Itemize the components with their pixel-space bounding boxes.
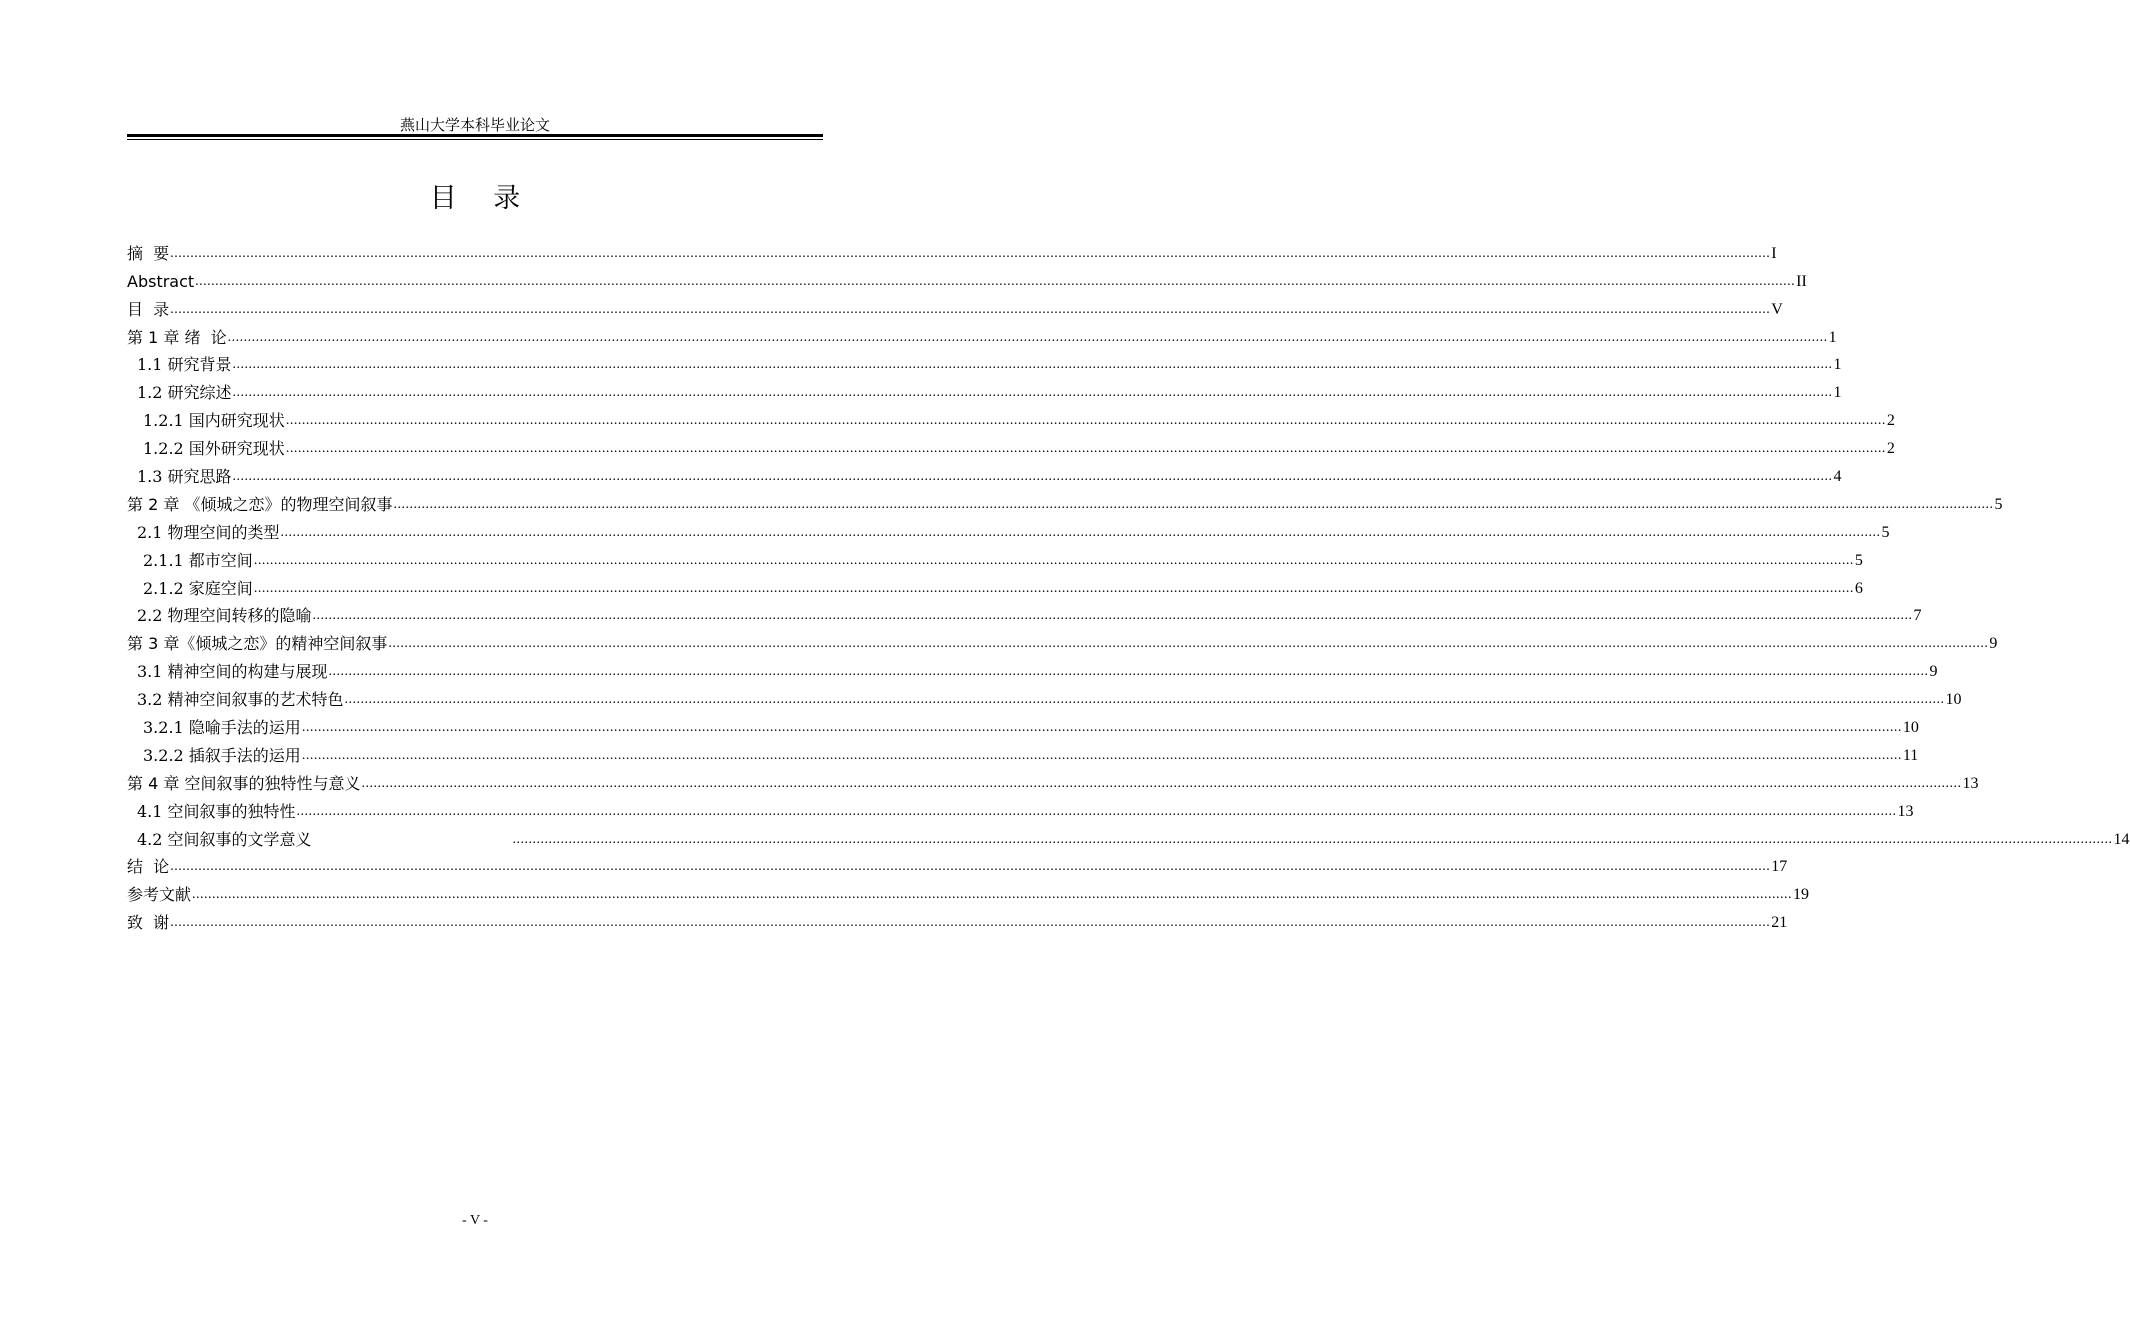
toc-entry[interactable] — [127, 320, 1837, 348]
toc-entry-page: 1 — [1833, 384, 1842, 402]
toc-entry-page: 2 — [1886, 440, 1895, 458]
toc-entry-page: 14 — [2113, 830, 2130, 848]
toc-entry[interactable] — [127, 431, 1895, 459]
toc-entry-label: 3.2 精神空间叙事的艺术特色 — [137, 690, 344, 710]
toc-dot-leader: ................................................................................................................................................................................................................................................................................................................................................................................................................ — [232, 469, 1833, 485]
toc-entry[interactable] — [127, 794, 1914, 822]
toc-entry-page: 2 — [1886, 412, 1895, 430]
toc-dot-leader: ................................................................................................................................................................................................................................................................................................................................................................................................................ — [328, 664, 1929, 680]
toc-entry[interactable] — [127, 626, 1998, 654]
toc-entry[interactable] — [127, 905, 1788, 933]
toc-entry[interactable] — [127, 682, 1962, 710]
toc-dot-leader: ................................................................................................................................................................................................................................................................................................................................................................................................................ — [393, 496, 1994, 512]
toc-entry-label: 参考文献 — [127, 885, 192, 905]
toc-entry-page: I — [1771, 244, 1777, 262]
toc-entry-page: 4 — [1833, 468, 1842, 486]
toc-entry-page: 1 — [1828, 328, 1837, 346]
toc-entry-page: V — [1771, 300, 1783, 318]
toc-entry-label: 3.1 精神空间的构建与展现 — [137, 662, 328, 682]
toc-entry[interactable] — [127, 403, 1895, 431]
toc-entry-label: 第 1 章 绪 论 — [127, 327, 227, 347]
toc-entry-page: 7 — [1913, 607, 1922, 625]
toc-entry-label: 第 4 章 空间叙事的独特性与意义 — [127, 773, 361, 793]
toc-entry-label: 目 录 — [127, 299, 170, 319]
toc-entry[interactable] — [127, 599, 1922, 627]
toc-dot-leader: ................................................................................................................................................................................................................................................................................................................................................................................................................ — [388, 636, 1989, 652]
toc-entry[interactable] — [127, 348, 1842, 376]
toc-entry-label: 2.1 物理空间的类型 — [137, 522, 280, 542]
toc-entry-label: 致 谢 — [127, 913, 170, 933]
toc-dot-leader: ................................................................................................................................................................................................................................................................................................................................................................................................................ — [170, 915, 1771, 931]
toc-entry[interactable] — [127, 236, 1777, 264]
toc-entry[interactable] — [127, 515, 1890, 543]
toc-entry[interactable] — [127, 543, 1863, 571]
toc-entry-label: 1.2.2 国外研究现状 — [143, 439, 285, 459]
toc-dot-leader: ................................................................................................................................................................................................................................................................................................................................................................................................................ — [170, 859, 1771, 875]
toc-dot-leader: ................................................................................................................................................................................................................................................................................................................................................................................................................ — [301, 720, 1902, 736]
toc-entry[interactable] — [127, 292, 1783, 320]
toc-entry-label: 第 3 章《倾城之恋》的精神空间叙事 — [127, 634, 388, 654]
toc-entry-label: 2.1.2 家庭空间 — [143, 578, 253, 598]
toc-dot-leader: ................................................................................................................................................................................................................................................................................................................................................................................................................ — [512, 831, 2113, 847]
toc-entry[interactable] — [127, 766, 1979, 794]
toc-entry[interactable] — [127, 738, 1919, 766]
toc-entry[interactable] — [127, 571, 1863, 599]
toc-entry-page: 13 — [1962, 774, 1979, 792]
toc-entry[interactable] — [127, 264, 1807, 292]
toc-entry-page: 6 — [1854, 579, 1863, 597]
toc-dot-leader: ................................................................................................................................................................................................................................................................................................................................................................................................................ — [312, 608, 1913, 624]
toc-entry[interactable] — [127, 459, 1842, 487]
table-of-contents — [127, 236, 2130, 933]
toc-dot-leader: ................................................................................................................................................................................................................................................................................................................................................................................................................ — [280, 524, 1881, 540]
toc-entry-page: II — [1796, 272, 1807, 290]
toc-entry-label: 摘 要 — [127, 243, 170, 263]
toc-entry-page: 10 — [1945, 691, 1962, 709]
toc-entry-page: 11 — [1902, 746, 1919, 764]
toc-dot-leader: ................................................................................................................................................................................................................................................................................................................................................................................................................ — [285, 441, 1886, 457]
toc-entry-page: 1 — [1833, 356, 1842, 374]
toc-entry[interactable] — [127, 877, 1810, 905]
toc-title: 目 录 — [429, 183, 535, 214]
toc-entry-label: 2.2 物理空间转移的隐喻 — [137, 606, 312, 626]
toc-entry-label: 3.2.1 隐喻手法的运用 — [143, 718, 301, 738]
toc-dot-leader: ................................................................................................................................................................................................................................................................................................................................................................................................................ — [232, 357, 1833, 373]
toc-entry-label: 4.2 空间叙事的文学意义 — [137, 829, 312, 849]
toc-entry[interactable] — [127, 710, 1919, 738]
toc-dot-leader: ................................................................................................................................................................................................................................................................................................................................................................................................................ — [192, 887, 1793, 903]
toc-entry[interactable] — [127, 822, 2130, 850]
header-rule-thin — [127, 139, 823, 140]
toc-entry-page: 9 — [1929, 663, 1938, 681]
toc-entry-page: 10 — [1902, 719, 1919, 737]
toc-entry-page: 5 — [1854, 551, 1863, 569]
toc-dot-leader: ................................................................................................................................................................................................................................................................................................................................................................................................................ — [361, 775, 1962, 791]
toc-entry[interactable] — [127, 654, 1938, 682]
toc-entry-page: 5 — [1994, 495, 2003, 513]
header-rule-thick — [127, 134, 823, 137]
toc-entry-page: 9 — [1989, 635, 1998, 653]
toc-entry-label: 3.2.2 插叙手法的运用 — [143, 745, 301, 765]
toc-entry-label: Abstract — [127, 271, 195, 291]
page-number: - V - — [462, 1213, 488, 1228]
toc-entry[interactable] — [127, 850, 1788, 878]
toc-dot-leader: ................................................................................................................................................................................................................................................................................................................................................................................................................ — [344, 692, 1945, 708]
toc-entry-label: 1.2.1 国内研究现状 — [143, 411, 285, 431]
toc-dot-leader: ................................................................................................................................................................................................................................................................................................................................................................................................................ — [253, 552, 1854, 568]
toc-entry-page: 5 — [1881, 523, 1890, 541]
toc-entry-label: 4.1 空间叙事的独特性 — [137, 801, 296, 821]
toc-entry-label: 1.2 研究综述 — [137, 383, 232, 403]
toc-entry-label: 结 论 — [127, 857, 170, 877]
toc-entry-label: 1.1 研究背景 — [137, 355, 232, 375]
toc-entry-label: 第 2 章 《倾城之恋》的物理空间叙事 — [127, 494, 393, 514]
toc-entry-page: 13 — [1897, 802, 1914, 820]
toc-entry-label: 1.3 研究思路 — [137, 467, 232, 487]
toc-dot-leader: ................................................................................................................................................................................................................................................................................................................................................................................................................ — [232, 385, 1833, 401]
toc-entry[interactable] — [127, 487, 2003, 515]
toc-dot-leader: ................................................................................................................................................................................................................................................................................................................................................................................................................ — [227, 329, 1828, 345]
toc-dot-leader: ................................................................................................................................................................................................................................................................................................................................................................................................................ — [170, 301, 1771, 317]
toc-dot-leader: ................................................................................................................................................................................................................................................................................................................................................................................................................ — [301, 747, 1902, 763]
toc-dot-leader: ................................................................................................................................................................................................................................................................................................................................................................................................................ — [170, 245, 1771, 261]
toc-entry[interactable] — [127, 375, 1842, 403]
toc-entry-page: 17 — [1771, 858, 1788, 876]
running-header: 燕山大学本科毕业论文 — [399, 116, 550, 134]
toc-entry-label: 2.1.1 都市空间 — [143, 550, 253, 570]
toc-dot-leader: ................................................................................................................................................................................................................................................................................................................................................................................................................ — [296, 803, 1897, 819]
toc-entry-page: 19 — [1793, 886, 1810, 904]
toc-dot-leader: ................................................................................................................................................................................................................................................................................................................................................................................................................ — [285, 413, 1886, 429]
toc-dot-leader: ................................................................................................................................................................................................................................................................................................................................................................................................................ — [253, 580, 1854, 596]
toc-entry-page: 21 — [1771, 914, 1788, 932]
toc-dot-leader: ................................................................................................................................................................................................................................................................................................................................................................................................................ — [195, 273, 1796, 289]
